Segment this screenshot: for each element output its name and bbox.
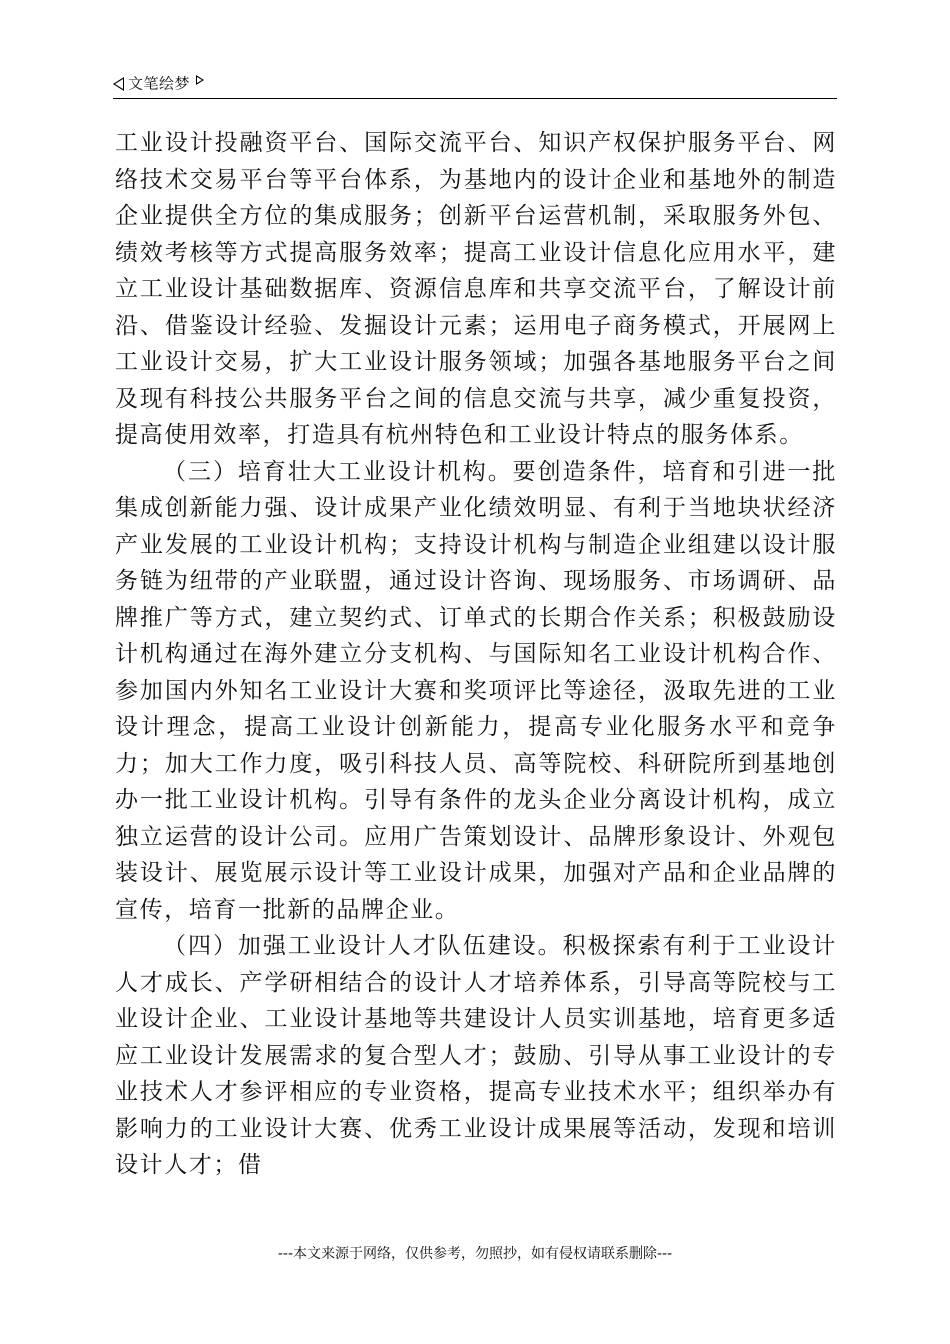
triangle-right-icon — [196, 75, 204, 85]
paragraph-section-3: （三）培育壮大工业设计机构。要创造条件，培育和引进一批集成创新能力强、设计成果产业化绩效明显、有利于当地块状经济产业发展的工业设计机构；支持设计机构与制造企业组建以设计服务链为纽带的产业联盟，通过设计咨询、现场服务、市场调研、品牌推广等方式，建立契约式、订单式的长期合作关系；积极鼓励设计机构通过在海外建立分支机构、与国际知名工业设计机构合作、参加国内外知名工业设计大赛和奖项评比等途径，汲取先进的工业设计理念，提高工业设计创新能力，提高专业化服务水平和竞争力；加大工作力度，吸引科技人员、高等院校、科研院所到基地创办一批工业设计机构。引导有条件的龙头企业分离设计机构，成立独立运营的设计公司。应用广告策划设计、品牌形象设计、外观包装设计、展览展示设计等工业设计成果，加强对产品和企业品牌的宣传，培育一批新的品牌企业。 — [115, 458, 837, 923]
page-header — [113, 72, 837, 99]
header-brand: 文笔绘梦 — [128, 74, 191, 93]
page-footer-notice: ---本文来源于网络，仅供参考，勿照抄，如有侵权请联系删除--- — [277, 1246, 673, 1262]
document-body — [115, 125, 837, 1184]
paragraph-continuation: 工业设计投融资平台、国际交流平台、知识产权保护服务平台、网络技术交易平台等平台体系，为基地内的设计企业和基地外的制造企业提供全方位的集成服务；创新平台运营机制，采取服务外包、绩效考核等方式提高服务效率；提高工业设计信息化应用水平，建立工业设计基础数据库、资源信息库和共享交流平台，了解设计前沿、借鉴设计经验、发掘设计元素；运用电子商务模式，开展网上工业设计交易，扩大工业设计服务领域；加强各基地服务平台之间及现有科技公共服务平台之间的信息交流与共享，减少重复投资，提高使用效率，打造具有杭州特色和工业设计特点的服务体系。 — [115, 130, 837, 448]
paragraph-section-4: （四）加强工业设计人才队伍建设。积极探索有利于工业设计人才成长、产学研相结合的设计人才培养体系，引导高等院校与工业设计企业、工业设计基地等共建设计人员实训基地，培育更多适应工业设计发展需求的复合型人才；鼓励、引导从事工业设计的专业技术人才参评相应的专业资格，提高专业技术水平；组织举办有影响力的工业设计大赛、优秀工业设计成果展等活动，发现和培训设计人才；借 — [115, 933, 837, 1178]
triangle-left-icon — [113, 77, 124, 91]
